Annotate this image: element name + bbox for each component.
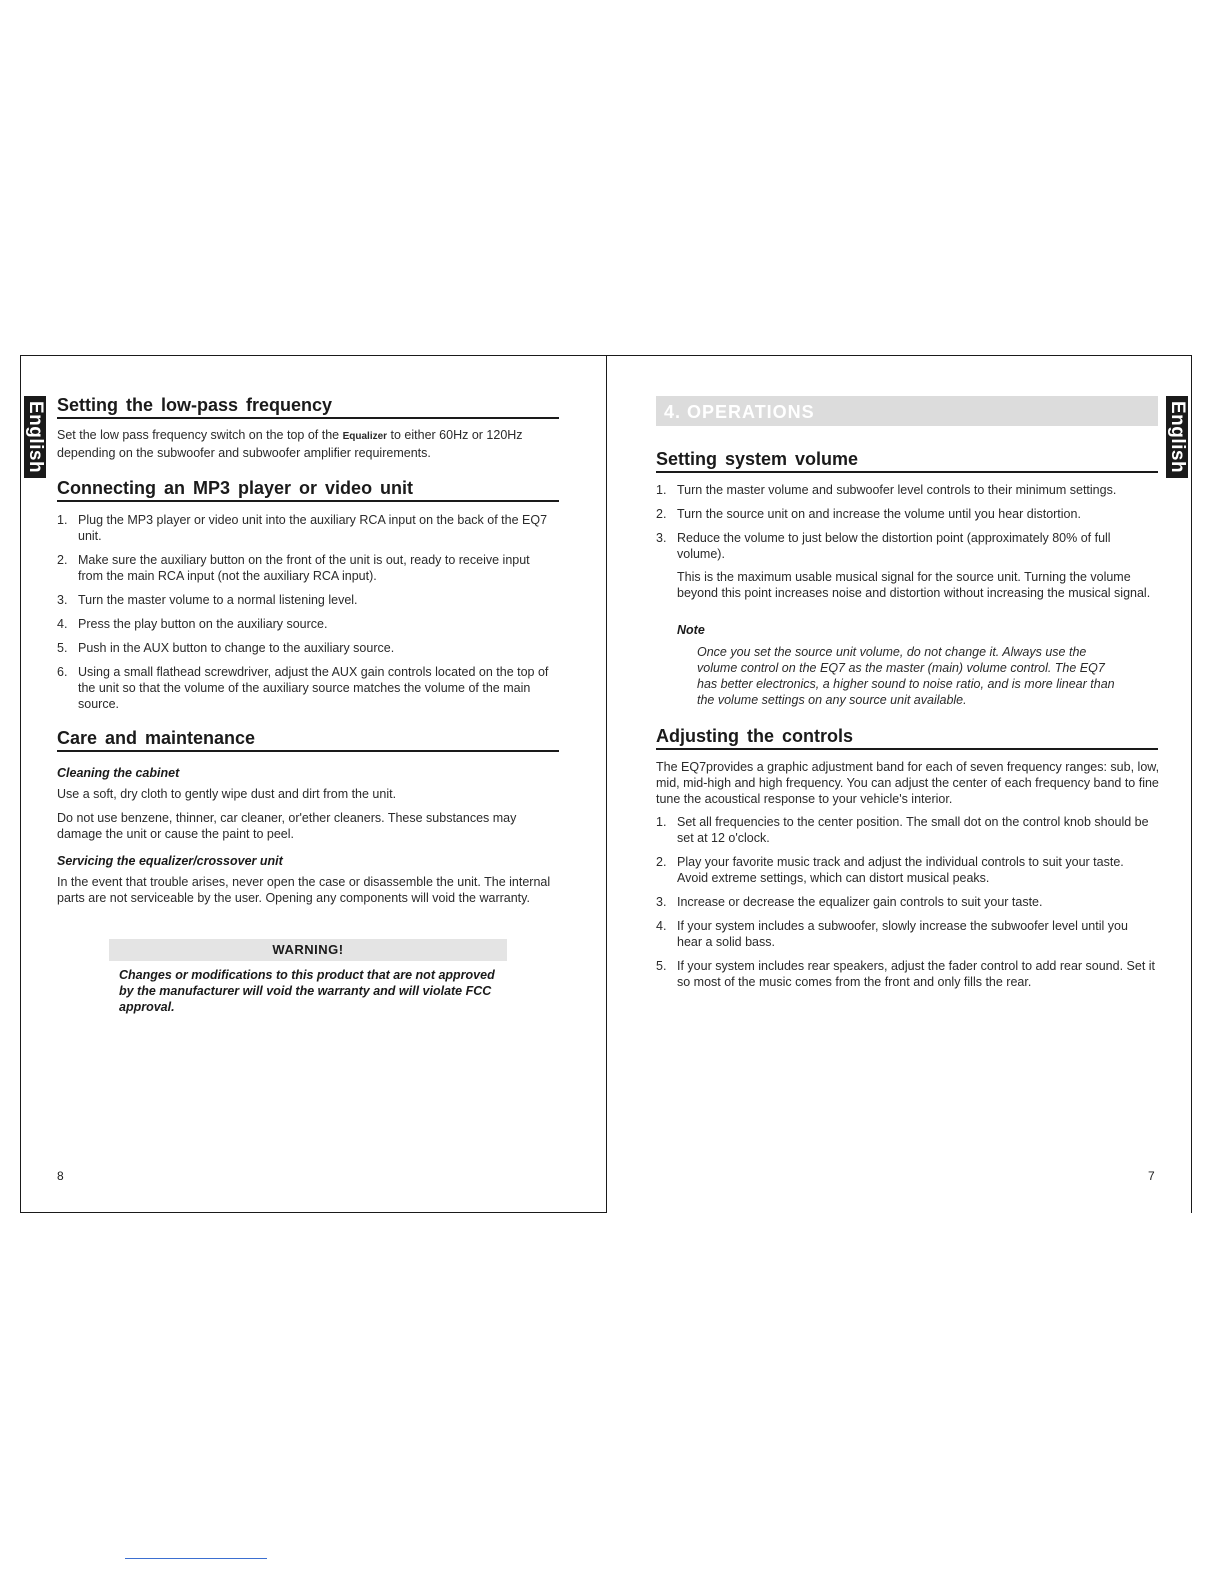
list-item: 1. Set all frequencies to the center position. The small dot on the control knob should be set at 12 o'clock. <box>656 815 1149 845</box>
list-item: 5. Push in the AUX button to change to the auxiliary source. <box>57 641 395 655</box>
lowpass-paragraph <box>57 427 557 461</box>
manual-spread <box>20 355 1192 1213</box>
list-item: 3. Turn the master volume to a normal listening level. <box>57 593 358 607</box>
volume-followup: This is the maximum usable musical signal for the source unit. Turning the volume beyond this point increases noise and distortion without increasing the musical signal. <box>677 570 1151 600</box>
list-item: 5. If your system includes rear speakers, adjust the fader control to add rear sound. Set it so most of the music comes from the front and only fills the rear. <box>656 959 1156 989</box>
cleaning-subheading: Cleaning the cabinet <box>57 766 180 780</box>
care-heading: Care and maintenance <box>57 728 559 752</box>
page-number-right: 7 <box>1148 1169 1155 1183</box>
right-page <box>607 355 1192 1213</box>
cleaning-paragraph-2: Do not use benzene, thinner, car cleaner, or'ether cleaners. These substances may damage the unit or cause the paint to peel. <box>57 811 517 841</box>
equalizer-label: Equalizer <box>342 431 388 442</box>
list-item: 4. If your system includes a subwoofer, slowly increase the subwoofer level until you hear a solid bass. <box>656 919 1128 949</box>
note-text: Once you set the source unit volume, do not change it. Always use the volume control on the EQ7 as the master (main) volume control. The EQ7 has better electronics, a higher sound to noise ratio, and is more linear than the volume settings on any source unit available. <box>697 645 1115 707</box>
controls-intro: The EQ7provides a graphic adjustment band for each of seven frequency ranges: sub, low, mid, mid-high and high frequency. You can adjust the center of each frequency band to fine tune the acoustical response to your vehicle's interior. <box>656 760 1160 806</box>
list-item: 4. Press the play button on the auxiliary source. <box>57 617 328 631</box>
list-item: 3. Increase or decrease the equalizer gain controls to suit your taste. <box>656 895 1043 909</box>
warning-title: WARNING! <box>109 939 507 961</box>
language-tab <box>24 396 46 478</box>
list-item: 1. Turn the master volume and subwoofer level controls to their minimum settings. <box>656 483 1117 497</box>
footer-link-underline <box>125 1558 267 1559</box>
system-volume-heading: Setting system volume <box>656 449 1158 473</box>
list-item: 1. Plug the MP3 player or video unit into the auxiliary RCA input on the back of the EQ7 unit. <box>57 513 548 543</box>
lowpass-heading: Setting the low-pass frequency <box>57 395 559 419</box>
servicing-paragraph: In the event that trouble arises, never open the case or disassemble the unit. The internal parts are not serviceable by the user. Opening any components will void the warranty. <box>57 875 551 905</box>
lowpass-text-a: Set the low pass frequency switch on the top of the <box>57 428 343 442</box>
adjusting-controls-heading: Adjusting the controls <box>656 726 1158 750</box>
language-tab <box>1166 396 1188 478</box>
left-page <box>20 355 607 1213</box>
section-bar-operations: 4. OPERATIONS <box>656 396 1158 426</box>
lowpass-text-b: to either 60Hz or 120Hz depending on the subwoofer and subwoofer amplifier requirements. <box>57 428 523 460</box>
volume-steps-list <box>656 482 1156 562</box>
language-tab-label: English <box>25 400 46 474</box>
list-item: 2. Turn the source unit on and increase the volume until you hear distortion. <box>656 507 1081 521</box>
list-item: 3. Reduce the volume to just below the distortion point (approximately 80% of full volume). <box>656 531 1111 561</box>
servicing-subheading: Servicing the equalizer/crossover unit <box>57 854 283 868</box>
list-item: 2. Play your favorite music track and adjust the individual controls to suit your taste. Avoid extreme settings, which can distort musical peaks. <box>656 855 1124 885</box>
language-tab-label: English <box>1167 400 1188 474</box>
controls-steps-list <box>656 814 1156 990</box>
list-item: 2. Make sure the auxiliary button on the front of the unit is out, ready to receive input from the main RCA input (not the auxiliary RCA input). <box>57 553 530 583</box>
mp3-steps-list <box>57 512 557 712</box>
warning-text: Changes or modifications to this product that are not approved by the manufacturer will void the warranty and will violate FCC approval. <box>119 968 495 1014</box>
list-item: 6. Using a small flathead screwdriver, adjust the AUX gain controls located on the top of the unit so that the volume of the auxiliary source matches the volume of the main source. <box>57 665 549 711</box>
cleaning-paragraph-1: Use a soft, dry cloth to gently wipe dust and dirt from the unit. <box>57 787 397 801</box>
note-label: Note <box>677 623 705 637</box>
mp3-heading: Connecting an MP3 player or video unit <box>57 478 559 502</box>
page-number-left: 8 <box>57 1169 64 1183</box>
